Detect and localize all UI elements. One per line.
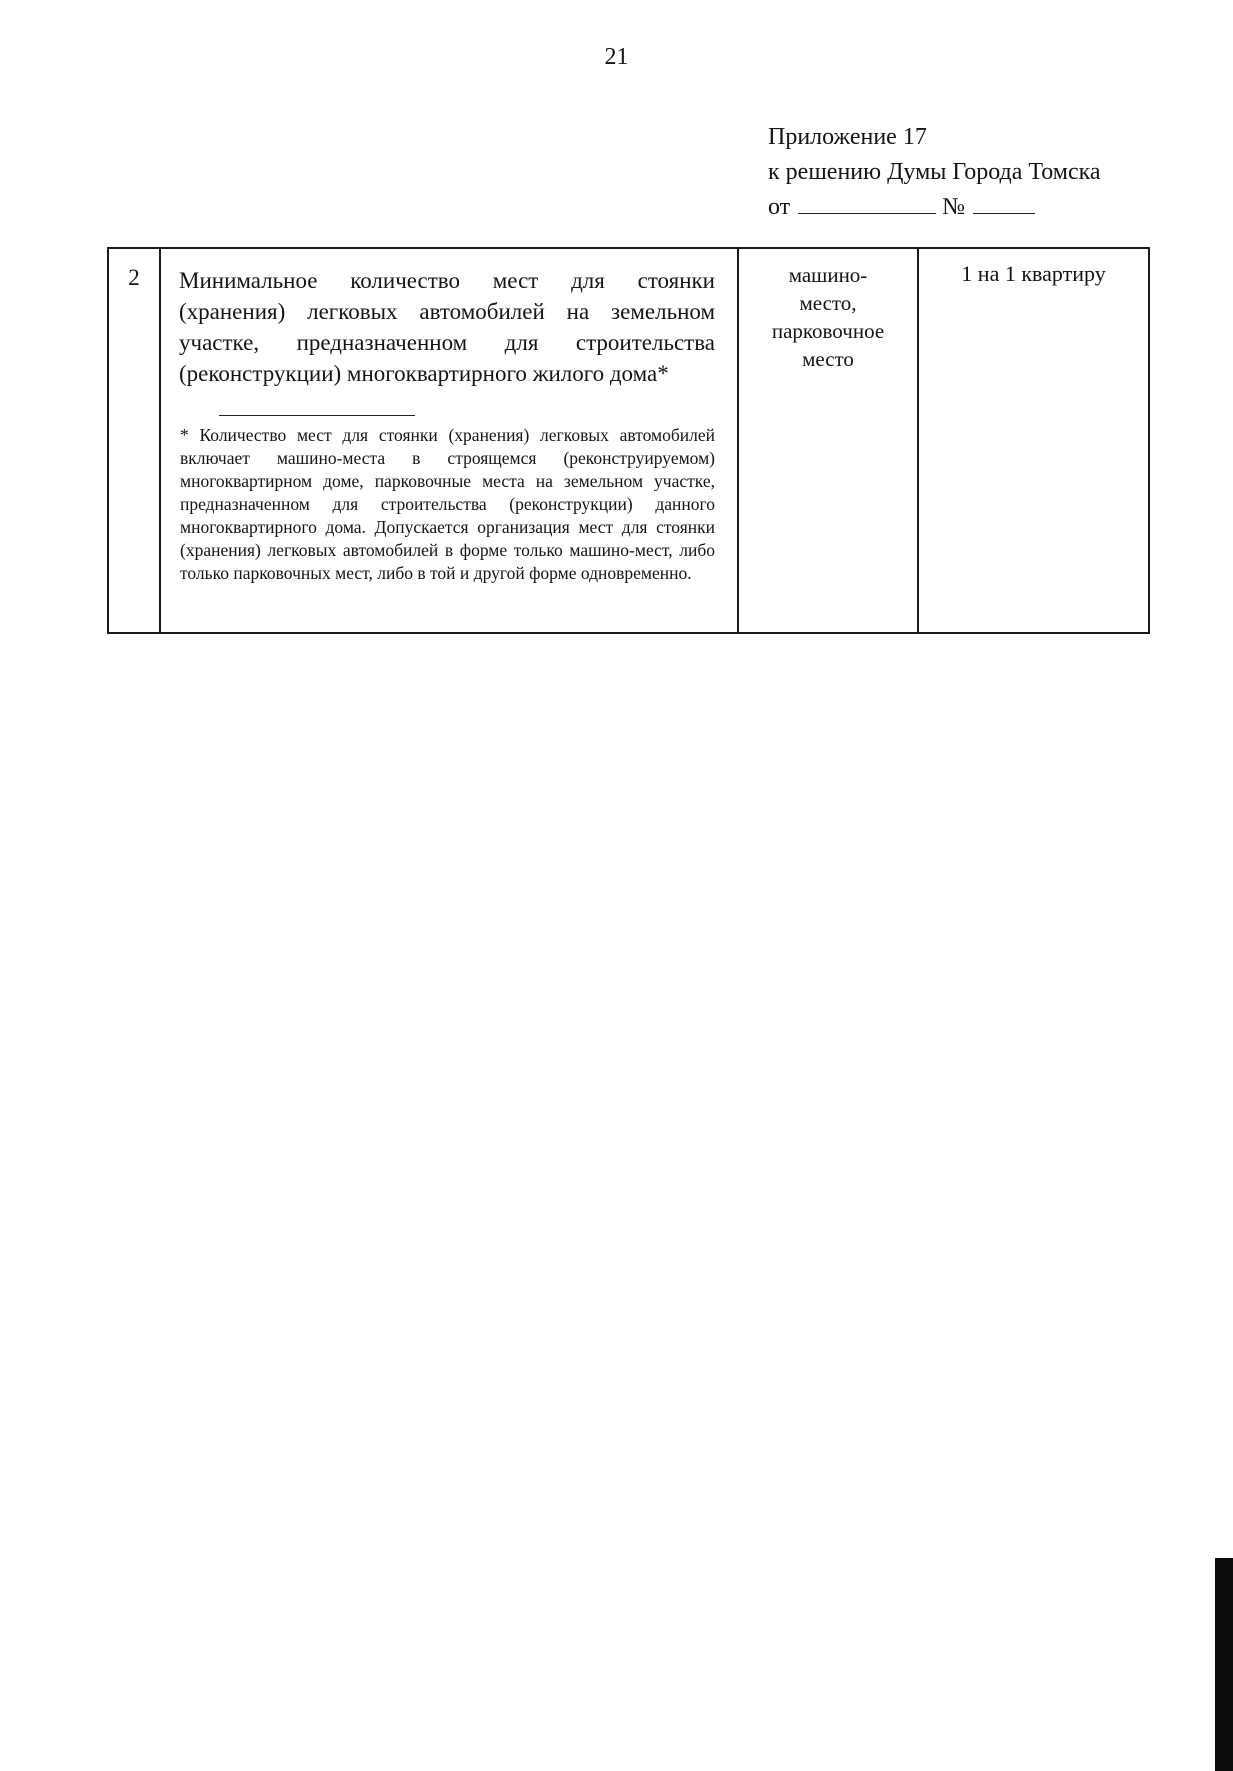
unit-cell (738, 248, 918, 633)
description-cell (160, 248, 738, 633)
page-number: 21 (604, 44, 629, 70)
value-cell: 1 на 1 квартиру (918, 248, 1149, 633)
unit-line: парковочное (771, 319, 885, 343)
row-description: Минимальное количество мест для стоянки (хранения) легковых автомобилей на земельном участке, предназначенном для строительства (реконструкции) многоквартирного жилого дома* (179, 268, 715, 386)
unit-line: место (802, 347, 854, 371)
scan-edge-mark (1215, 1558, 1233, 1771)
row-number: 2 (108, 248, 160, 633)
unit-line: машино- (788, 263, 868, 287)
table-row (108, 248, 1149, 633)
number-sign: № (942, 194, 966, 220)
appendix-title: Приложение 17 (768, 124, 927, 150)
appendix-header (768, 120, 1101, 225)
norms-table (107, 247, 1150, 634)
date-prefix: от (768, 194, 791, 220)
unit-line: место, (799, 291, 857, 315)
appendix-date-number-line (768, 190, 1101, 225)
footnote-text: * Количество мест для стоянки (хранения) легковых автомобилей включает машино-места в строящемся (реконструируемом) многоквартирном доме, парковочные места на земельном участке, предназначенном для строительства (реконструкции) данного многоквартирного дома. Допускается организация мест для стоянки (хранения) легковых автомобилей в форме только машино-мест, либо только парковочных мест, либо в той и другой форме одновременно. (180, 425, 715, 583)
number-blank (973, 195, 1035, 214)
appendix-decision: к решению Думы Города Томска (768, 159, 1101, 185)
date-blank (798, 195, 936, 214)
